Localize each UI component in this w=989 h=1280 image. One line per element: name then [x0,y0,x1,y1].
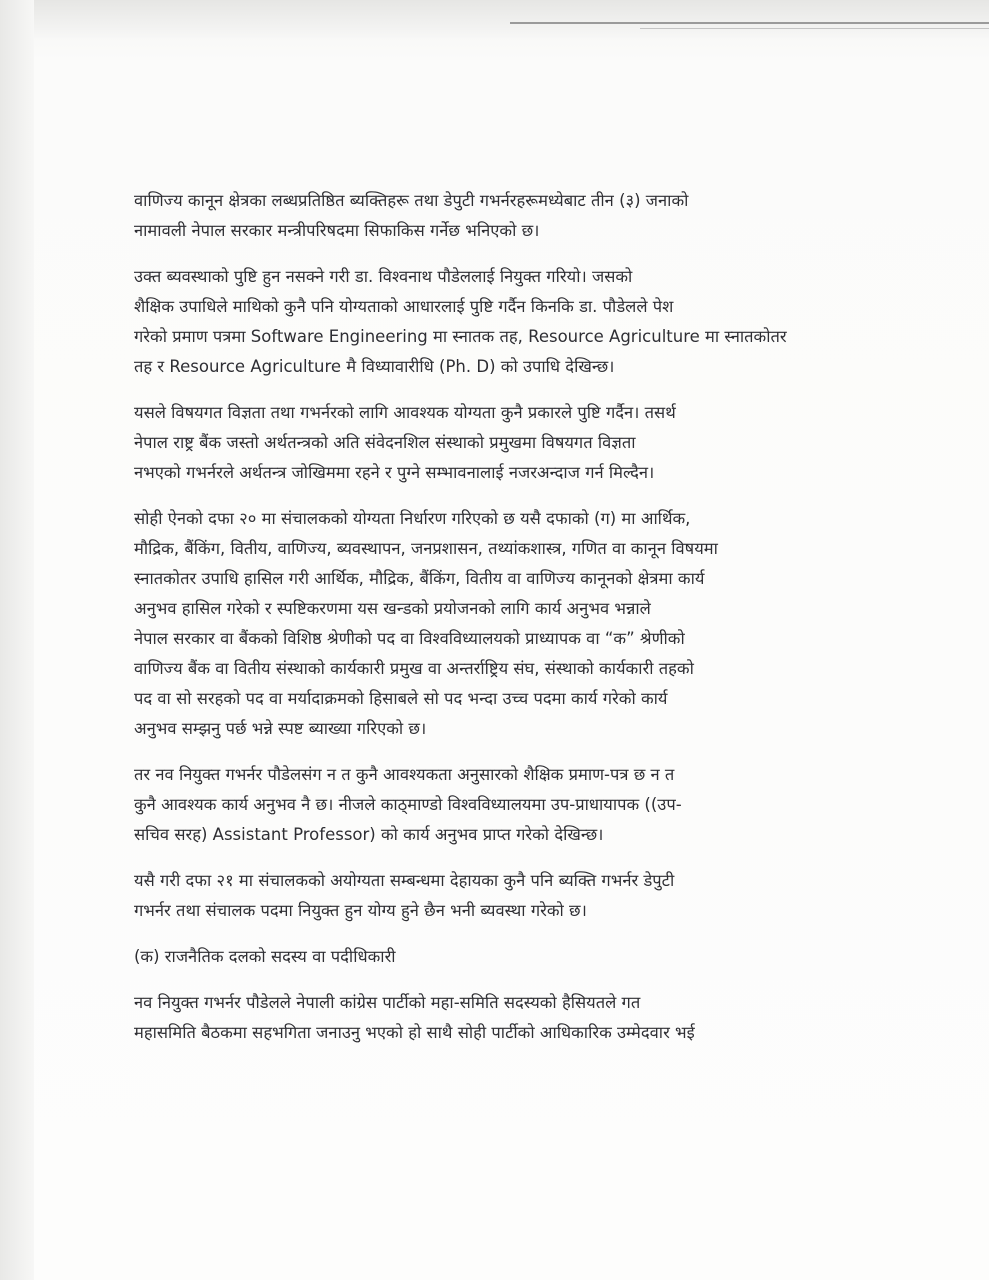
text-line: तर नव नियुक्त गभर्नर पौडेलसंग न त कुनै आवश्यकता अनुसारको शैक्षिक प्रमाण-पत्र छ न त [134,765,675,784]
text-line: नेपाल सरकार वा बैंकको विशिष्ठ श्रेणीको पद वा विश्वविध्यालयको प्राध्यापक वा “क” श्रेणीको [134,629,685,648]
text-line: (क) राजनैतिक दलको सदस्य वा पदीधिकारी [134,947,396,966]
paragraph-4 [134,504,886,744]
paragraph-8 [134,988,886,1048]
text-line: नामावली नेपाल सरकार मन्त्रीपरिषदमा सिफाकिस गर्नेछ भनिएको छ। [134,221,540,240]
paragraph-1 [134,186,886,246]
text-line: अनुभव सम्झनु पर्छ भन्ने स्पष्ट ब्याख्या गरिएको छ। [134,719,427,738]
text-line: कुनै आवश्यक कार्य अनुभव नै छ। नीजले काठ्माण्डो विश्वविध्यालयमा उप-प्राधायापक ((उप- [134,795,682,814]
text-line: स्नातकोतर उपाधि हासिल गरी आर्थिक, मौद्रिक, बैंकिंग, वितीय वा वाणिज्य कानूनको क्षेत्रमा कार्य [134,569,705,588]
paragraph-6 [134,866,886,926]
text-line: यसै गरी दफा २१ मा संचालकको अयोग्यता सम्बन्धमा देहायका कुनै पनि ब्यक्ति गभर्नर डेपुटी [134,871,675,890]
text-line: महासमिति बैठकमा सहभगिता जनाउनु भएको हो साथै सोही पार्टीको आधिकारिक उम्मेदवार भई [134,1023,695,1042]
text-line: नभएको गभर्नरले अर्थतन्त्र जोखिममा रहने र पुग्ने सम्भावनालाई नजरअन्दाज गर्न मिल्दैन। [134,463,655,482]
text-line: मौद्रिक, बैंकिंग, वितीय, वाणिज्य, ब्यवस्थापन, जनप्रशासन, तथ्यांकशास्त्र, गणित वा कानून विषयमा [134,539,718,558]
paragraph-7-list-item [134,942,886,972]
text-line: पद वा सो सरहको पद वा मर्यादाक्रमको हिसाबले सो पद भन्दा उच्च पदमा कार्य गरेको कार्य [134,689,668,708]
text-line: यसले विषयगत विज्ञता तथा गभर्नरको लागि आवश्यक योग्यता कुनै प्रकारले पुष्टि गर्दैन। तसर्थ [134,403,676,422]
text-line: शैक्षिक उपाधिले माथिको कुनै पनि योग्यताको आधारलाई पुष्टि गर्दैन किनकि डा. पौडेलले पेश [134,297,674,316]
paragraph-2 [134,262,886,382]
page-top-shadow [0,0,989,38]
paragraph-5 [134,760,886,850]
page-fold-line [510,22,989,24]
page-fold-line-secondary [640,28,989,29]
paragraph-3 [134,398,886,488]
text-line: वाणिज्य कानून क्षेत्रका लब्धप्रतिष्ठित ब्यक्तिहरू तथा डेपुटी गभर्नरहरूमध्येबाट तीन (३) जनाको [134,191,689,210]
text-line: तह र Resource Agriculture मै विध्यावारीधि (Ph. D) को उपाधि देखिन्छ। [134,357,615,376]
text-line: उक्त ब्यवस्थाको पुष्टि हुन नसक्ने गरी डा. विश्वनाथ पौडेललाई नियुक्त गरियो। जसको [134,267,633,286]
text-line: गरेको प्रमाण पत्रमा Software Engineering मा स्नातक तह, Resource Agriculture मा स्नातकोतर [134,327,787,346]
text-line: अनुभव हासिल गरेको र स्पष्टिकरणमा यस खन्डको प्रयोजनको लागि कार्य अनुभव भन्नाले [134,599,651,618]
text-line: सोही ऐनको दफा २० मा संचालकको योग्यता निर्धारण गरिएको छ यसै दफाको (ग) मा आर्थिक, [134,509,691,528]
page-left-shadow [0,0,34,1280]
document-body [134,186,886,1064]
text-line: गभर्नर तथा संचालक पदमा नियुक्त हुन योग्य हुने छैन भनी ब्यवस्था गरेको छ। [134,901,587,920]
text-line: सचिव सरह) Assistant Professor) को कार्य अनुभव प्राप्त गरेको देखिन्छ। [134,825,604,844]
text-line: नेपाल राष्ट्र बैंक जस्तो अर्थतन्त्रको अति संवेदनशिल संस्थाको प्रमुखमा विषयगत विज्ञता [134,433,636,452]
text-line: वाणिज्य बैंक वा वितीय संस्थाको कार्यकारी प्रमुख वा अन्तर्राष्ट्रिय संघ, संस्थाको कार्यकारी तहको [134,659,694,678]
text-line: नव नियुक्त गभर्नर पौडेलले नेपाली कांग्रेस पार्टीको महा-समिति सदस्यको हैसियतले गत [134,993,641,1012]
